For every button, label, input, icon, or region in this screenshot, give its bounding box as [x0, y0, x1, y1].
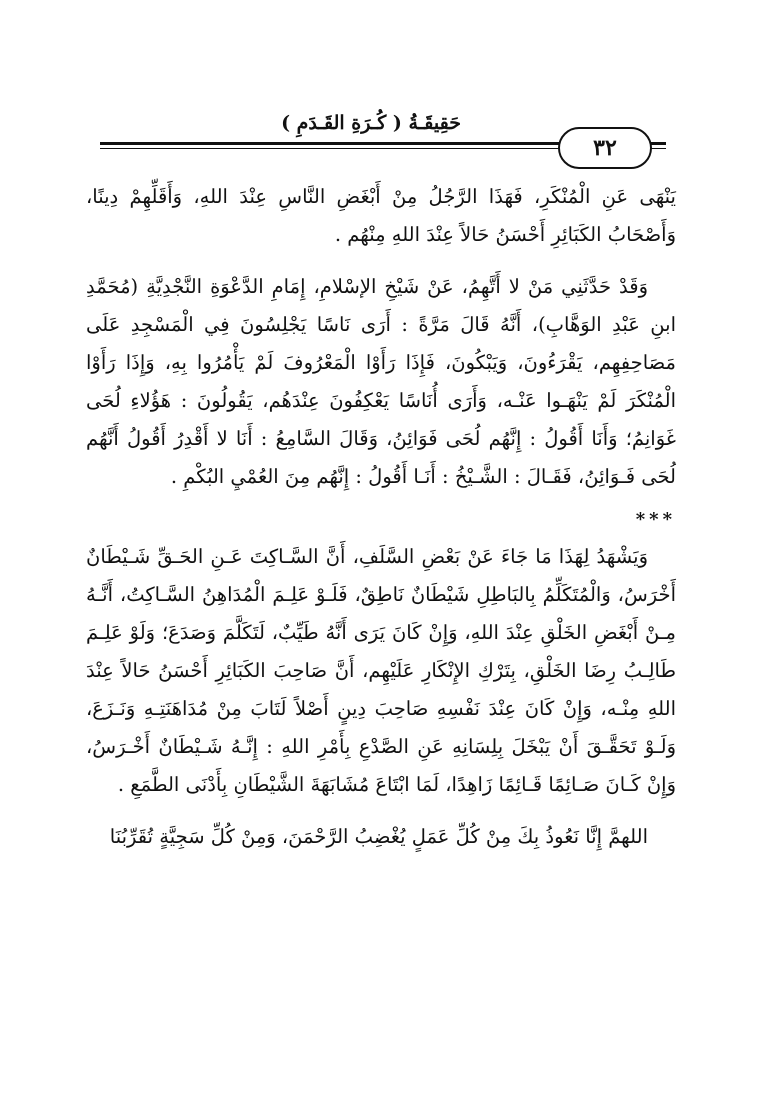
section-separator: ***	[635, 509, 676, 530]
body-text	[86, 178, 676, 856]
page-header	[100, 112, 666, 172]
paragraph-supplication: اللهمَّ إِنَّا نَعُوذُ بِكَ مِنْ كُلِّ عَمَلٍ يُغْضِبُ الرَّحْمَنَ، وَمِنْ كُلِّ سَجِيَّةٍ تُقَرِّبُنَا	[109, 825, 648, 848]
page-number: ٣٢	[558, 127, 652, 169]
paragraph-testimony: وَيَشْهَدُ لِهَذَا مَا جَاءَ عَنْ بَعْضِ السَّلَفِ، أَنَّ السَّـاكِتَ عَـنِ الحَـقِّ شَـيْطَانٌ أَخْرَسُ، وَالْمُتَكَلِّمُ بِالبَاطِلِ شَيْطَانٌ نَاطِقٌ، فَلَـوْ عَلِـمَ الْمُدَاهِنُ السَّـاكِتُ، أَنَّـهُ مِـنْ أَبْغَضِ الخَلْقِ عِنْدَ اللهِ، وَإِنْ كَانَ يَرَى أَنَّهُ طَيِّبٌ، لَتَكَلَّمَ وَصَدَعَ؛ وَلَوْ عَلِـمَ طَالِـبُ رِضَا الخَلْقِ، بِتَرْكِ الإِنْكَارِ عَلَيْهِم، أَنَّ صَاحِبَ الكَبَائِرِ أَحْسَنُ حَالاً عِنْدَ اللهِ مِنْـه، وَإِنْ كَانَ عِنْدَ نَفْسِهِ صَاحِبَ دِينٍ أَصْلاً لَتَابَ مِنْ مُدَاهَنَتِـهِ وَنَـزَعَ، وَلَـوْ تَحَقَّـقَ أَنْ يَبْخَلَ بِلِسَانِهِ عَنِ الصَّدْعِ بِأَمْرِ اللهِ : إِنَّـهُ شَـيْطَانٌ أَخْـرَسُ، وَإِنْ كَـانَ صَـائِمًا قَـائِمًا زَاهِدًا، لَمَا ابْتَاعَ مُشَابَهَةَ الشَّيْطَانِ بِأَدْنَى الطَّمَعِ .	[86, 545, 676, 796]
running-title: حَقِيقَـةُ ( كُـرَةِ القَـدَمِ )	[281, 112, 461, 134]
paragraph-hadith: وَقَدْ حَدَّثَنِي مَنْ لا أَتَّهِمُ، عَنْ شَيْخِ الإسْلامِ، إِمَامِ الدَّعْوَةِ النَّجْدِيَّةِ (مُحَمَّدِ ابنِ عَبْدِ الوَهَّابِ)، أَنَّهُ قَالَ مَرَّةً : أَرَى نَاسًا يَجْلِسُونَ فِي الْمَسْجِدِ عَلَى مَصَاحِفِهِم، يَقْرَءُونَ، وَيَبْكُونَ، فَإِذَا رَأَوْا الْمَعْرُوفَ لَمْ يَأْمُرُوا بِهِ، وَإِذَا رَأَوْا الْمُنْكَرَ لَمْ يَنْهَـوا عَنْـه، وَأَرَى أُنَاسًا يَعْكِفُونَ عِنْدَهُم، يَقُولُونَ : هَؤُلاءِ لُحَى غَوَانِمُ؛ وَأَنَا أَقُولُ : إِنَّهُم لُحَى فَوَائِنُ، وَقَالَ السَّامِعُ : أَنَا لا أَقْدِرُ أَقُولُ أَنَّهُم لُحَى فَـوَائِنُ، فَقَـالَ : الشَّـيْخُ : أَنَـا أَقُولُ : إِنَّهُم مِنَ العُمْيِ البُكْمِ .	[86, 275, 676, 488]
paragraph-continuation: يَنْهَى عَنِ الْمُنْكَرِ، فَهَذَا الرَّجُلُ مِنْ أَبْغَضِ النَّاسِ عِنْدَ اللهِ، وَأَقَلِّهِمْ دِينًا، وَأَصْحَابُ الكَبَائِرِ أَحْسَنُ حَالاً عِنْدَ اللهِ مِنْهُم .	[86, 185, 676, 246]
